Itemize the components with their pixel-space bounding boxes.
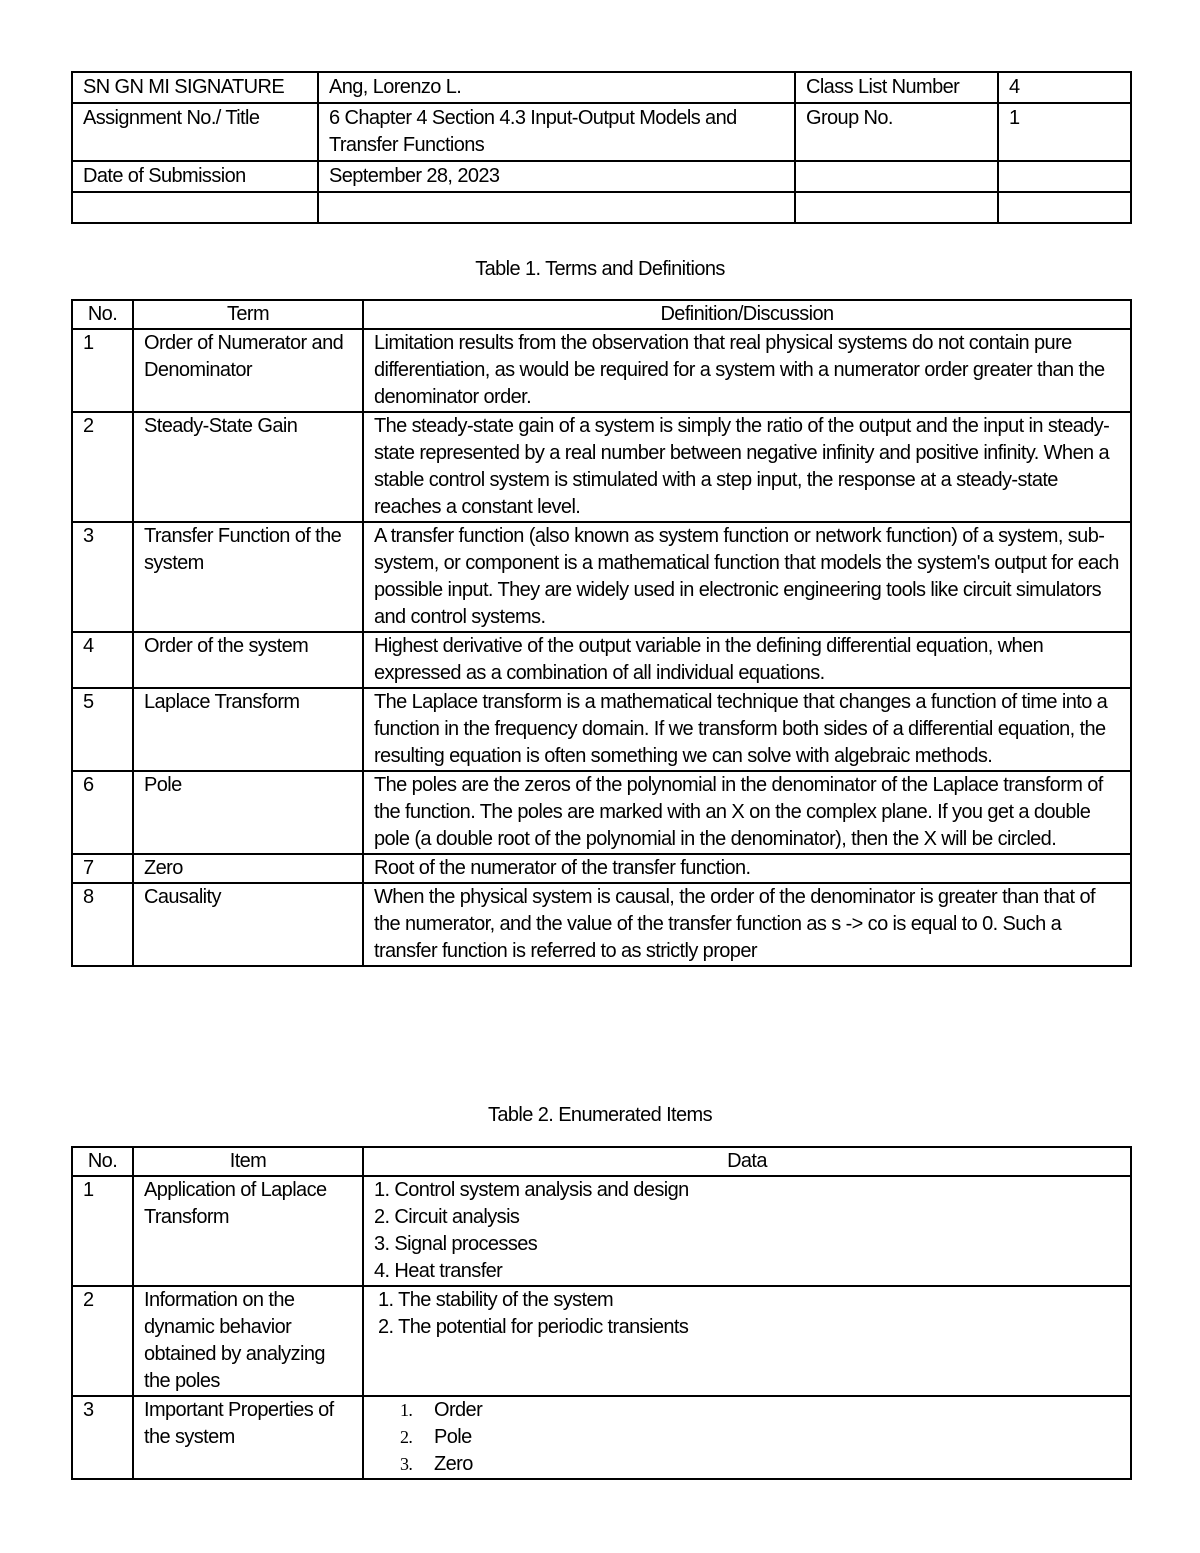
row-number: 8 bbox=[72, 883, 133, 966]
list-item bbox=[400, 1397, 1120, 1424]
term: Transfer Function of the system bbox=[133, 522, 363, 632]
list-item: 2. Circuit analysis bbox=[374, 1206, 520, 1228]
row-number: 2 bbox=[72, 1286, 133, 1396]
term: Order of Numerator and Denominator bbox=[133, 329, 363, 412]
column-header-no: No. bbox=[72, 1147, 133, 1176]
list-number: 1. bbox=[400, 1400, 413, 1420]
list-number: 2. bbox=[400, 1427, 413, 1447]
list-text: Pole bbox=[434, 1426, 472, 1448]
item: Application of Laplace Transform bbox=[133, 1176, 363, 1286]
row-number: 2 bbox=[72, 412, 133, 522]
table-row bbox=[72, 1396, 1131, 1479]
data-list bbox=[363, 1396, 1131, 1479]
table-row bbox=[72, 1286, 1131, 1396]
table2-caption: Table 2. Enumerated Items bbox=[487, 1104, 712, 1126]
list-number: 3. bbox=[400, 1454, 413, 1474]
definition: The Laplace transform is a mathematical technique that changes a function of time into a function in the frequency domain. If we transform both sides of a differential equation, the resulting equation is often something we can solve with algebraic methods. bbox=[363, 688, 1131, 771]
table-header-row bbox=[72, 300, 1131, 329]
definition: Limitation results from the observation that real physical systems do not contain pure differentiation, as would be required for a system with a numerator order greater than the denominator order. bbox=[363, 329, 1131, 412]
info-value: Ang, Lorenzo L. bbox=[318, 72, 795, 103]
info-label: Class List Number bbox=[795, 72, 998, 103]
item: Important Properties of the system bbox=[133, 1396, 363, 1479]
list-item: 2. The potential for periodic transients bbox=[378, 1316, 689, 1338]
info-value: 1 bbox=[998, 103, 1131, 161]
table-row bbox=[72, 883, 1131, 966]
terms-definitions-table bbox=[71, 299, 1132, 967]
table-row bbox=[72, 688, 1131, 771]
row-number: 7 bbox=[72, 854, 133, 883]
info-label: SN GN MI SIGNATURE bbox=[72, 72, 318, 103]
info-row bbox=[72, 103, 1131, 161]
table-row bbox=[72, 1176, 1131, 1286]
info-value bbox=[318, 192, 795, 223]
info-value bbox=[998, 161, 1131, 192]
info-label bbox=[795, 192, 998, 223]
info-label: Group No. bbox=[795, 103, 998, 161]
definition: The poles are the zeros of the polynomial in the denominator of the Laplace transform of the function. The poles are marked with an X on the complex plane. If you get a double pole (a double root of the polynomial in the denominator), then the X will be circled. bbox=[363, 771, 1131, 854]
row-number: 4 bbox=[72, 632, 133, 688]
table-row bbox=[72, 329, 1131, 412]
term: Pole bbox=[133, 771, 363, 854]
list-text: Order bbox=[434, 1399, 483, 1421]
term: Steady-State Gain bbox=[133, 412, 363, 522]
definition: Highest derivative of the output variable in the defining differential equation, when expressed as a combination of all individual equations. bbox=[363, 632, 1131, 688]
info-value: September 28, 2023 bbox=[318, 161, 795, 192]
enumerated-items-table bbox=[71, 1146, 1132, 1480]
row-number: 1 bbox=[72, 329, 133, 412]
term: Zero bbox=[133, 854, 363, 883]
row-number: 5 bbox=[72, 688, 133, 771]
list-item: 1. The stability of the system bbox=[378, 1289, 614, 1311]
term: Causality bbox=[133, 883, 363, 966]
list-item: 3. Signal processes bbox=[374, 1233, 538, 1255]
definition: Root of the numerator of the transfer function. bbox=[363, 854, 1131, 883]
info-value bbox=[998, 192, 1131, 223]
table1-caption: Table 1. Terms and Definitions bbox=[475, 258, 725, 280]
table-row bbox=[72, 854, 1131, 883]
list-item: 4. Heat transfer bbox=[374, 1260, 503, 1282]
column-header-definition: Definition/Discussion bbox=[363, 300, 1131, 329]
list-text: Zero bbox=[434, 1453, 473, 1475]
item: Information on the dynamic behavior obtained by analyzing the poles bbox=[133, 1286, 363, 1396]
table-header-row bbox=[72, 1147, 1131, 1176]
info-value: 4 bbox=[998, 72, 1131, 103]
table-row bbox=[72, 771, 1131, 854]
definition: A transfer function (also known as system function or network function) of a system, sub-system, or component is a mathematical function that models the system's output for each possible input. They are widely used in electronic engineering tools like circuit simulators and control systems. bbox=[363, 522, 1131, 632]
column-header-item: Item bbox=[133, 1147, 363, 1176]
info-value: 6 Chapter 4 Section 4.3 Input-Output Models and Transfer Functions bbox=[318, 103, 795, 161]
table-row bbox=[72, 632, 1131, 688]
assignment-info-table bbox=[71, 71, 1132, 224]
info-label: Assignment No./ Title bbox=[72, 103, 318, 161]
definition: The steady-state gain of a system is simply the ratio of the output and the input in steady-state represented by a real number between negative infinity and positive infinity. When a stable control system is stimulated with a step input, the response at a steady-state reaches a constant level. bbox=[363, 412, 1131, 522]
column-header-no: No. bbox=[72, 300, 133, 329]
column-header-term: Term bbox=[133, 300, 363, 329]
row-number: 6 bbox=[72, 771, 133, 854]
term: Order of the system bbox=[133, 632, 363, 688]
row-number: 3 bbox=[72, 1396, 133, 1479]
info-row bbox=[72, 72, 1131, 103]
info-label bbox=[72, 192, 318, 223]
term: Laplace Transform bbox=[133, 688, 363, 771]
data-list bbox=[363, 1286, 1131, 1396]
info-label bbox=[795, 161, 998, 192]
list-item: 1. Control system analysis and design bbox=[374, 1179, 689, 1201]
definition: When the physical system is causal, the order of the denominator is greater than that of the numerator, and the value of the transfer function as s -> co is equal to 0. Such a transfer function is referred to as strictly proper bbox=[363, 883, 1131, 966]
row-number: 3 bbox=[72, 522, 133, 632]
row-number: 1 bbox=[72, 1176, 133, 1286]
table-row bbox=[72, 522, 1131, 632]
column-header-data: Data bbox=[363, 1147, 1131, 1176]
info-row bbox=[72, 161, 1131, 192]
list-item bbox=[400, 1451, 1120, 1478]
list-item bbox=[400, 1424, 1120, 1451]
table-row bbox=[72, 412, 1131, 522]
data-list bbox=[363, 1176, 1131, 1286]
info-row bbox=[72, 192, 1131, 223]
info-label: Date of Submission bbox=[72, 161, 318, 192]
